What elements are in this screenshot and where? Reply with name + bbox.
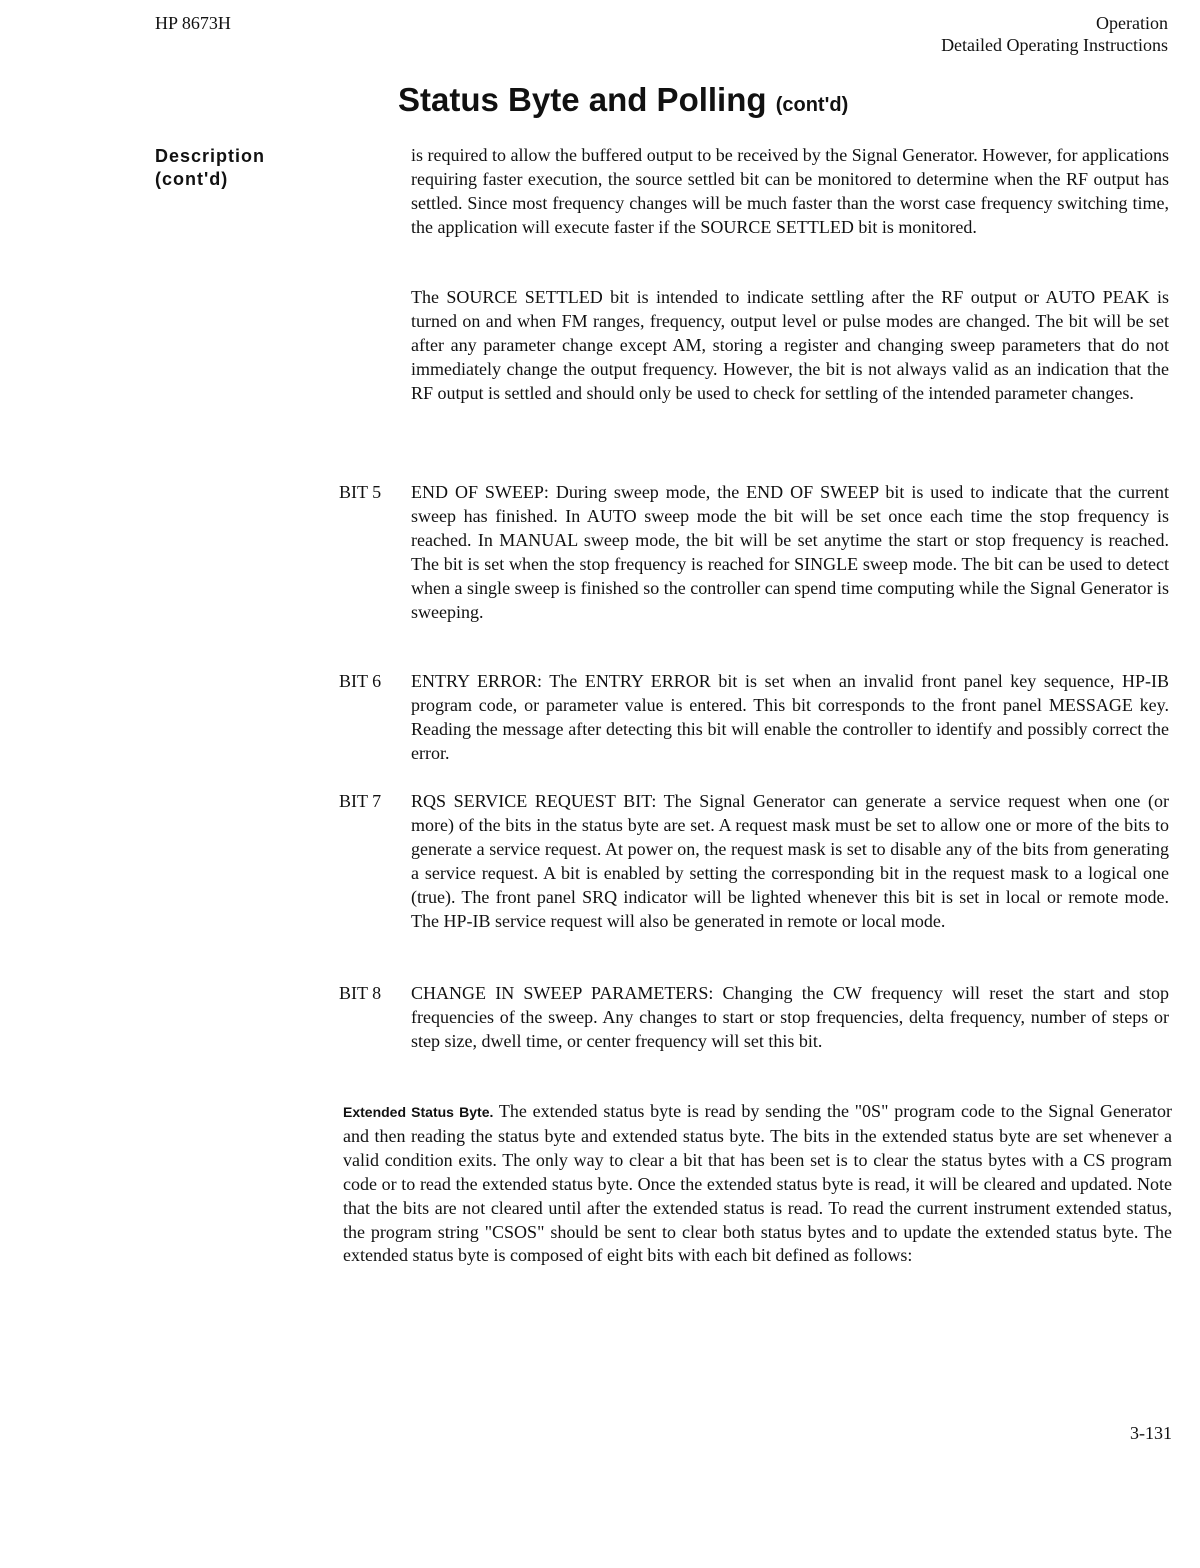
extended-status-heading: Extended Status Byte. xyxy=(343,1104,494,1120)
header-section-line2: Detailed Operating Instructions xyxy=(941,35,1168,55)
page-number: 3-131 xyxy=(1130,1423,1172,1443)
bit-description: RQS SERVICE REQUEST BIT: The Signal Generator can generate a service request when one (or more) of the bits in the status byte are set. A request mask must be set to allow one or more of the bits to generate a service request. At power on, the request mask is set to disable any of the bits from generating a service request. A bit is enabled by setting the corresponding bit in the request mask to a logical one (true). The front panel SRQ indicator will be lighted whenever this bit is set in local or remote mode. The HP-IB service request will also be generated in remote or local mode. xyxy=(411,791,1169,931)
bit-label: BIT 8 xyxy=(339,983,382,1003)
side-label-line1: Description xyxy=(155,146,266,166)
extended-status-paragraph xyxy=(343,1100,1172,1268)
bit-description: ENTRY ERROR: The ENTRY ERROR bit is set when an invalid front panel key sequence, HP-IB program code, or parameter value is entered. This bit corresponds to the front panel MESSAGE key. Reading the message after detecting this bit will enable the controller to identify and possibly correct the error. xyxy=(411,671,1169,763)
paragraph-source-settled: The SOURCE SETTLED bit is intended to indicate settling after the RF output or AUTO PEAK is turned on and when FM ranges, frequency, output level or pulse modes are changed. The bit will be set after any parameter change except AM, storing a register and changing sweep parameters that do not immediately change the output frequency. However, the bit is not always valid as an indication that the RF output is settled and should only be used to check for settling of the intended parameter changes. xyxy=(411,287,1169,403)
page-title xyxy=(398,80,848,125)
extended-status-text: The extended status byte is read by sending the "0S" program code to the Signal Generator and then reading the status byte and extended status byte. The bits in the extended status byte are set whenever a valid condition exits. The only way to clear a bit that has been set is to clear the status bytes with a CS program code or to read the extended status byte. Once the extended status byte is read, it will be cleared and updated. Note that the bits are not cleared until after the extended status is read. To read the current instrument extended status, the program string "CSOS" should be sent to clear both status bytes and to update the extended status byte. The extended status byte is composed of eight bits with each bit defined as follows: xyxy=(343,1101,1172,1266)
side-label xyxy=(155,145,265,191)
bit-description: END OF SWEEP: During sweep mode, the END OF SWEEP bit is used to indicate that the current sweep has finished. In AUTO sweep mode the bit will be set once each time the stop frequency is reached. In MANUAL sweep mode, the bit will be set anytime the start or stop frequency is reached. The bit is set when the stop frequency is reached for SINGLE sweep mode. The bit can be used to detect when a single sweep is finished so the controller can spend time computing while the Signal Generator is sweeping. xyxy=(411,482,1169,622)
header-section-line1: Operation xyxy=(1096,13,1168,33)
page-title-main: Status Byte and Polling xyxy=(398,81,767,118)
bit-label: BIT 7 xyxy=(339,791,382,811)
page-title-suffix: (cont'd) xyxy=(775,94,849,116)
paragraph-buffered-output: is required to allow the buffered output to be received by the Signal Generator. However, for applications requiring faster execution, the source settled bit can be monitored to determine when the RF output has settled. Since most frequency changes will be much faster than the worst case frequency switching time, the application will execute faster if the SOURCE SETTLED bit is monitored. xyxy=(411,145,1169,237)
bit-description: CHANGE IN SWEEP PARAMETERS: Changing the CW frequency will reset the start and stop frequencies of the sweep. Any changes to start or stop frequencies, delta frequency, number of steps or step size, dwell time, or center frequency will set this bit. xyxy=(411,983,1169,1051)
header-model: HP 8673H xyxy=(155,13,231,33)
side-label-line2: (cont'd) xyxy=(155,169,229,189)
bit-label: BIT 6 xyxy=(339,671,382,691)
header-section xyxy=(941,12,1168,56)
bit-label: BIT 5 xyxy=(339,482,382,502)
